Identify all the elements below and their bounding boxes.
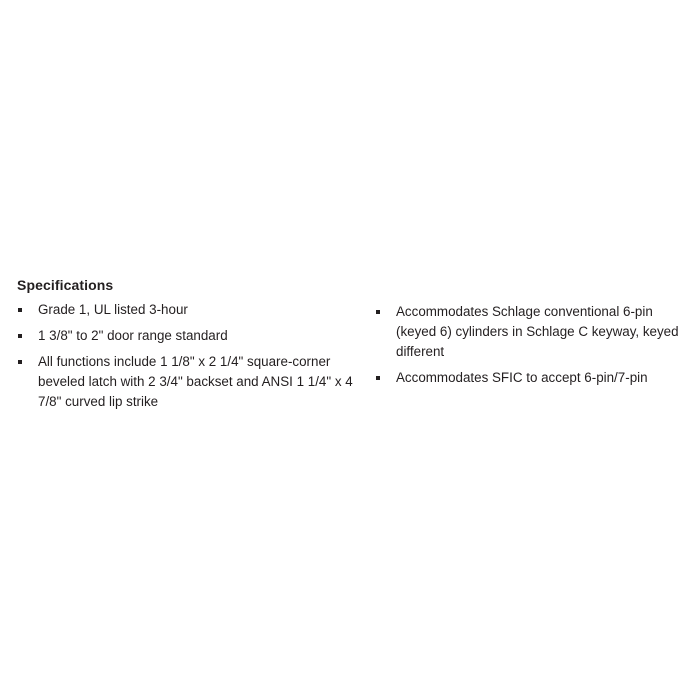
spec-item [17, 300, 362, 320]
spec-item-text: Grade 1, UL listed 3-hour [38, 302, 188, 317]
square-bullet-icon [18, 308, 22, 312]
specifications-heading: Specifications [17, 277, 114, 293]
square-bullet-icon [376, 310, 380, 314]
spec-item-text: Accommodates Schlage conventional 6-pin (keyed 6) cylinders in Schlage C keyway, keyed different [396, 304, 679, 359]
specifications-list-left [17, 300, 362, 418]
spec-item [375, 302, 695, 362]
spec-item [375, 368, 695, 388]
square-bullet-icon [18, 334, 22, 338]
spec-item [17, 326, 362, 346]
square-bullet-icon [18, 360, 22, 364]
spec-item-text: 1 3/8" to 2" door range standard [38, 328, 228, 343]
spec-item-text: All functions include 1 1/8" x 2 1/4" square-corner beveled latch with 2 3/4" backset and ANSI 1 1/4" x 4 7/8" curved lip strike [38, 354, 353, 409]
square-bullet-icon [376, 376, 380, 380]
spec-item-text: Accommodates SFIC to accept 6-pin/7-pin [396, 370, 648, 385]
specifications-list-right [375, 302, 695, 394]
spec-item [17, 352, 362, 412]
